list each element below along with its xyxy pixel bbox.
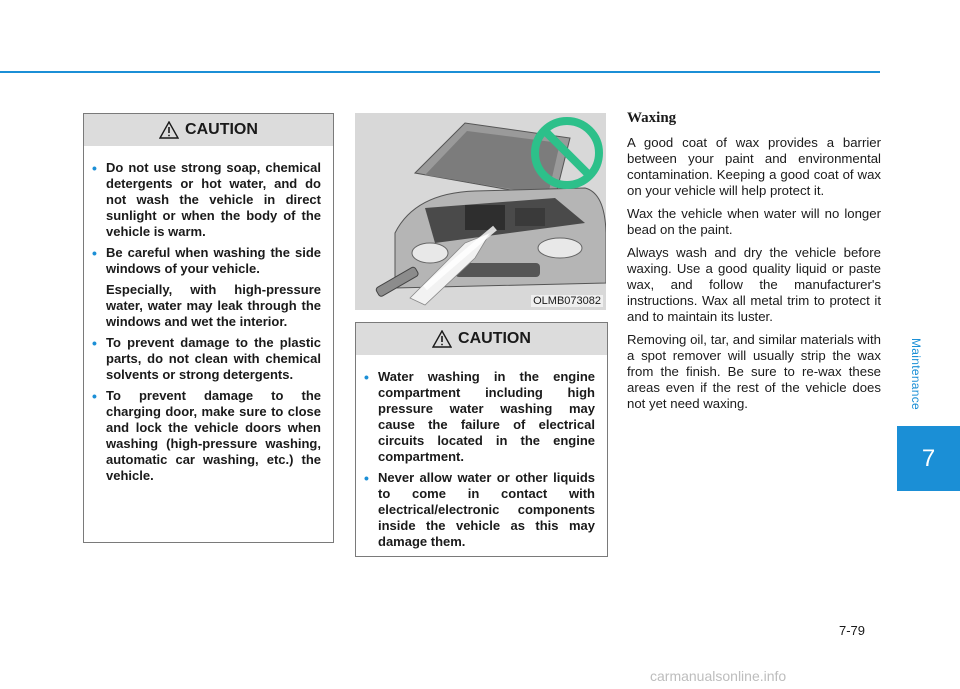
list-item xyxy=(364,369,595,465)
bullet-icon: • xyxy=(364,470,369,486)
caution-header xyxy=(84,114,333,146)
list-item xyxy=(92,388,321,484)
body-paragraph: Always wash and dry the vehicle before waxing. Use a good quality liquid or paste wax, and follow the manufacturer's instructions. Wax all metal trim to protect it and to maintain its luster. xyxy=(627,245,881,324)
warning-triangle-icon xyxy=(159,121,179,139)
caution-header xyxy=(356,323,607,355)
bullet-icon: • xyxy=(92,245,97,261)
caution-list xyxy=(356,355,607,550)
caution-text: To prevent damage to the charging door, make sure to close and lock the vehicle doors when washing (high-pressure washing, automatic car washing, etc.) the vehicle. xyxy=(106,388,321,483)
caution-text: Water washing in the engine compartment including high pressure water washing may cause the failure of electrical circuits located in the engine compartment. xyxy=(378,369,595,464)
bullet-icon: • xyxy=(92,388,97,404)
warning-triangle-icon xyxy=(432,330,452,348)
engine-wash-illustration xyxy=(355,113,606,310)
list-item xyxy=(92,335,321,383)
figure-code: OLMB073082 xyxy=(533,295,601,307)
chapter-side-label: Maintenance xyxy=(909,338,923,411)
section-heading: Waxing xyxy=(627,110,677,126)
bullet-icon: • xyxy=(92,335,97,351)
caution-text: Never allow water or other liquids to come in contact with electrical/electronic components inside the vehicle as this may damage them. xyxy=(378,470,595,549)
list-item xyxy=(92,160,321,240)
page-number: 7-79 xyxy=(839,623,866,638)
body-paragraph: A good coat of wax provides a barrier between your paint and environmental contamination. Keeping a good coat of wax on your vehicle will help protect it. xyxy=(627,135,881,198)
caution-box-right xyxy=(355,322,608,557)
caution-text: Be careful when washing the side windows of your vehicle. xyxy=(106,245,321,276)
waxing-section xyxy=(627,110,881,419)
caution-note: Especially, with high-pressure water, water may leak through the windows and wet the interior. xyxy=(106,282,321,329)
engine-wash-figure xyxy=(355,113,606,310)
list-item xyxy=(92,245,321,330)
body-paragraph: Removing oil, tar, and similar materials with a spot remover will usually strip the wax from the finish. Be sure to re-wax these areas even if the rest of the vehicle does not yet need waxing. xyxy=(627,332,881,411)
caution-title: CAUTION xyxy=(458,330,531,347)
caution-box-left xyxy=(83,113,334,543)
list-item xyxy=(364,470,595,550)
caution-text: To prevent damage to the plastic parts, do not clean with chemical solvents or strong detergents. xyxy=(106,335,321,382)
chapter-tab: 7 xyxy=(897,426,960,491)
bullet-icon: • xyxy=(364,369,369,385)
watermark: carmanualsonline.info xyxy=(650,668,787,684)
bullet-icon: • xyxy=(92,160,97,176)
caution-list xyxy=(84,146,333,484)
caution-title: CAUTION xyxy=(185,121,258,138)
body-paragraph: Wax the vehicle when water will no longer bead on the paint. xyxy=(627,206,881,237)
caution-text: Do not use strong soap, chemical detergents or hot water, and do not wash the vehicle in direct sunlight or when the body of the vehicle is warm. xyxy=(106,160,321,239)
top-rule xyxy=(0,71,880,73)
